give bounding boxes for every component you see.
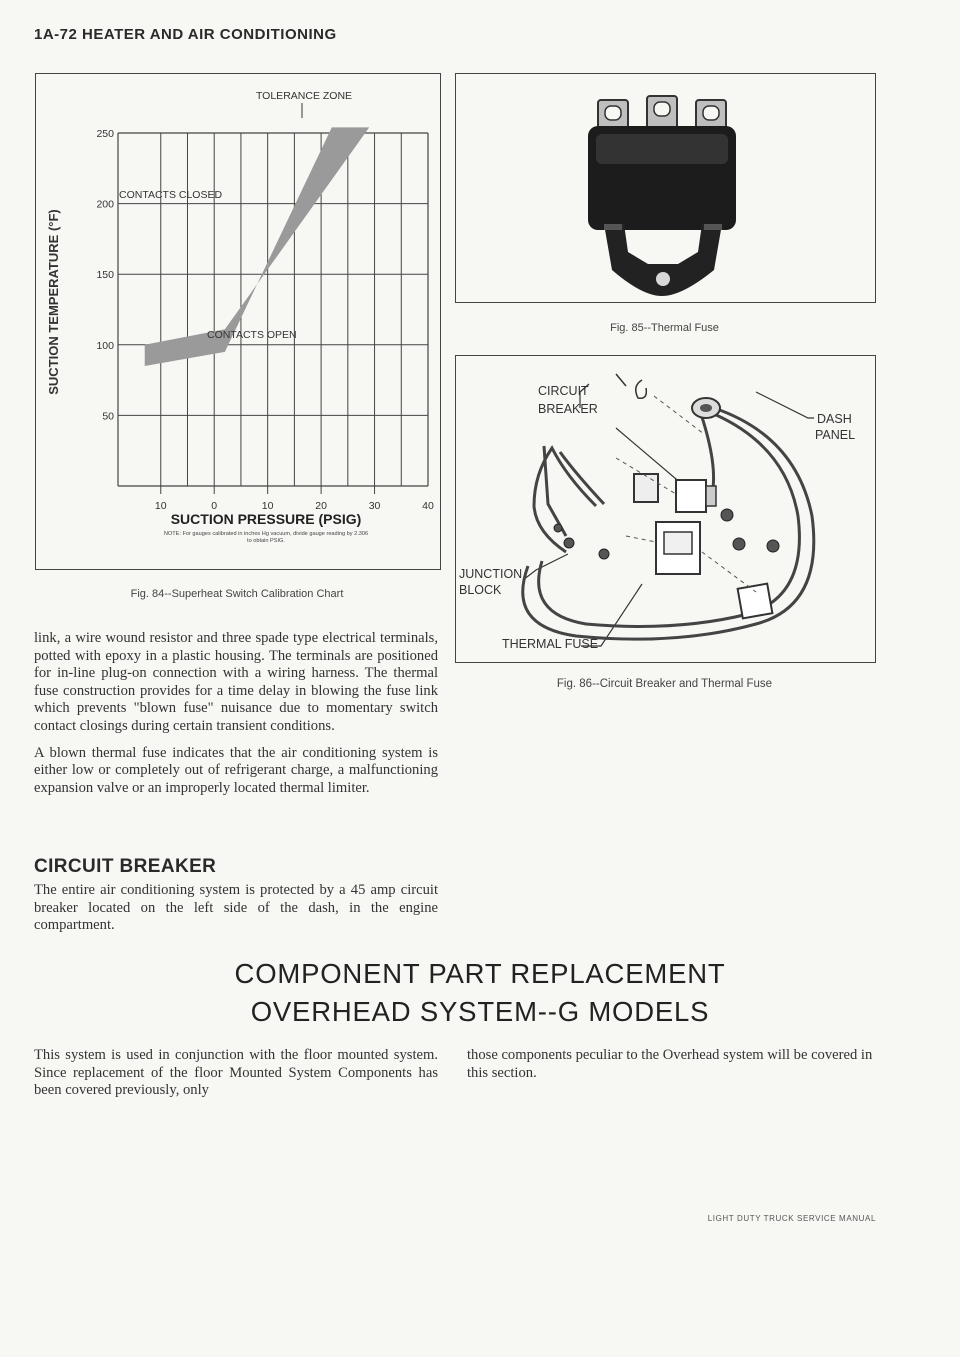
- fig84-caption: Fig. 84--Superheat Switch Calibration Chart: [130, 588, 344, 600]
- paragraph-thermal-fuse: link, a wire wound resistor and three spade type electrical terminals, potted with epoxy in a plastic housing. The terminals are positioned for in-line plug-on connection with a wiring harness. The thermal fuse construction provides for a time delay in blowing the fuse link which prevents "blown fuse" nuisance due to momentary switch contact closings during certain transient conditions.: [34, 630, 438, 734]
- circuit-breaker-diagram: [456, 356, 875, 662]
- y-tick-label: 200: [96, 198, 114, 211]
- fig86-frame: [455, 355, 876, 663]
- y-tick-label: 50: [102, 410, 114, 423]
- y-tick-label: 150: [96, 269, 114, 282]
- breaker-label: BREAKER: [538, 402, 598, 416]
- page-footer: LIGHT DUTY TRUCK SERVICE MANUAL: [707, 1214, 876, 1223]
- y-tick-label: 250: [96, 128, 114, 140]
- fig85-frame: [455, 73, 876, 303]
- dash-label: DASH: [817, 412, 852, 426]
- tolerance-zone-label: TOLERANCE ZONE: [255, 90, 353, 102]
- block-label: BLOCK: [459, 583, 502, 597]
- thermal-fuse-label: THERMAL FUSE: [502, 637, 599, 651]
- fig84-frame: [35, 73, 441, 570]
- contacts-open-label: CONTACTS OPEN: [207, 329, 297, 341]
- circuit-label: CIRCUIT: [538, 384, 589, 398]
- x-tick-label: 20: [315, 500, 327, 512]
- y-axis-label: SUCTION TEMPERATURE (°F): [46, 209, 61, 395]
- component-col2: those components peculiar to the Overhead system will be covered in this section.: [467, 1047, 873, 1081]
- panel-label: PANEL: [815, 428, 856, 442]
- x-tick-label: 40: [422, 500, 434, 512]
- left-text-column: [34, 630, 438, 806]
- x-tick-label: 30: [368, 500, 381, 512]
- page-header: 1A-72 HEATER AND AIR CONDITIONING: [34, 26, 337, 43]
- paragraph-blown-fuse: A blown thermal fuse indicates that the air conditioning system is either low or completely out of refrigerant charge, a malfunctioning expansion valve or an improperly located thermal limiter.: [34, 744, 438, 796]
- contacts-closed-label: CONTACTS CLOSED: [119, 189, 223, 201]
- paragraph-circuit-breaker: The entire air conditioning system is protected by a 45 amp circuit breaker located on the left side of the dash, in the engine compartment.: [34, 882, 438, 934]
- fig86-caption: Fig. 86--Circuit Breaker and Thermal Fuse: [556, 678, 773, 690]
- component-title: COMPONENT PART REPLACEMENT: [234, 958, 726, 989]
- y-tick-label: 100: [96, 339, 114, 352]
- calibration-chart: [36, 74, 440, 569]
- overhead-title: OVERHEAD SYSTEM--G MODELS: [250, 996, 710, 1027]
- chart-note: NOTE: For gauges calibrated in inches Hg vacuum, divide gauge reading by 2.306 to obtain PSIG.: [163, 531, 369, 544]
- fig85-caption: Fig. 85--Thermal Fuse: [610, 322, 719, 334]
- x-tick-label: 10: [261, 500, 274, 512]
- section-title-circuit-breaker: CIRCUIT BREAKER: [34, 856, 217, 877]
- x-tick-label: 0: [211, 500, 218, 512]
- junction-label: JUNCTION: [459, 567, 523, 581]
- x-tick-label: 10: [154, 500, 167, 512]
- x-axis-label: SUCTION PRESSURE (PSIG): [170, 511, 362, 527]
- component-col1: This system is used in conjunction with the floor mounted system. Since replacement of the floor Mounted System Components has been covered previously, only: [34, 1047, 438, 1099]
- thermal-fuse-photo: [456, 74, 875, 302]
